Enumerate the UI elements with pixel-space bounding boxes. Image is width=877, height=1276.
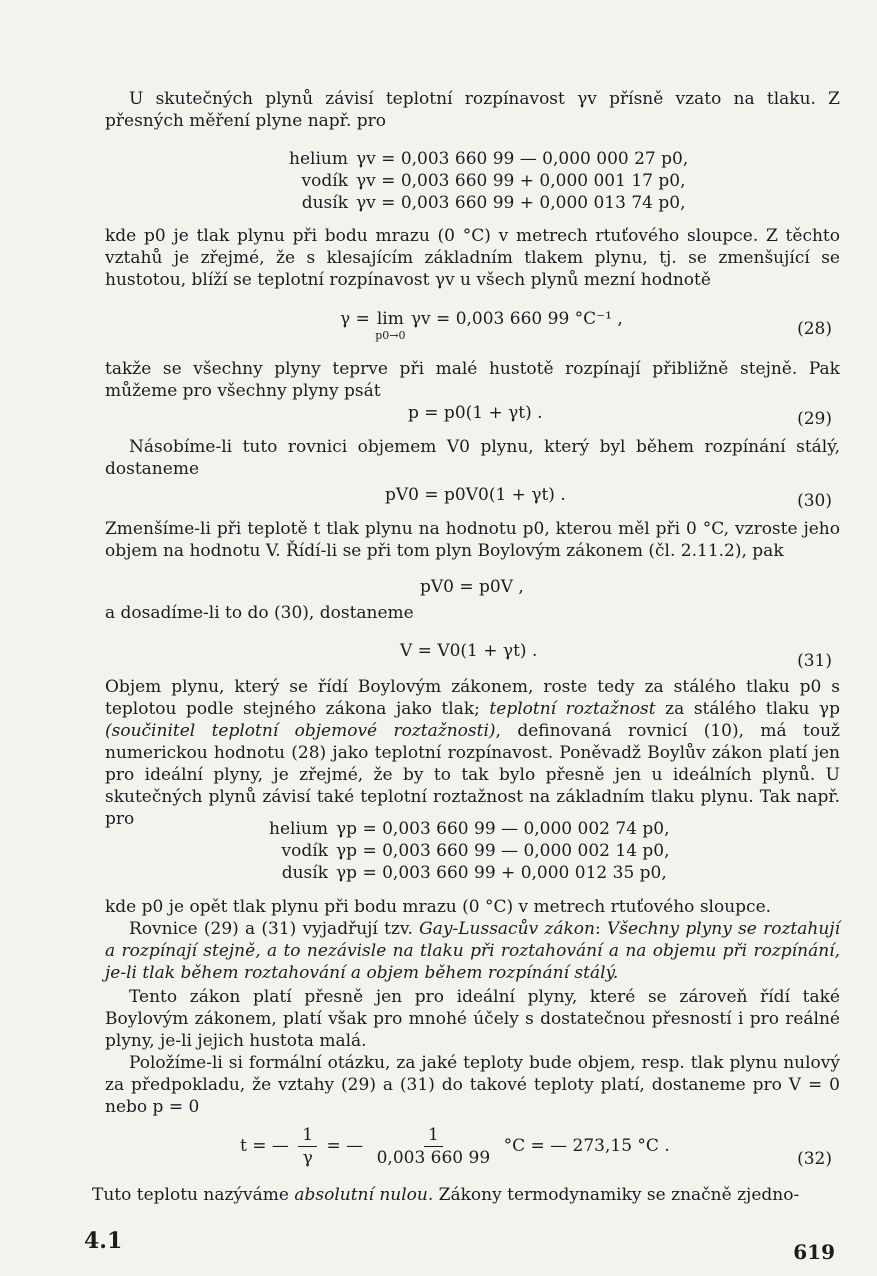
paragraph-p0-note: kde p0 je opět tlak plynu při bodu mrazu (0 °C) v metrech rtuťového sloupce. (105, 897, 772, 917)
equation-29: p = p0(1 + γt) . (408, 403, 543, 423)
eq-text: t = — (240, 1136, 289, 1156)
gas-name: helium (269, 819, 328, 839)
gas-expression: γv = 0,003 660 99 — 0,000 000 27 p0, (356, 149, 689, 169)
eq-text: γv = 0,003 660 99 °C⁻¹ , (405, 309, 623, 329)
fraction-numerator: 1 (298, 1124, 317, 1147)
paragraph-limit: kde p0 je tlak plynu při bodu mrazu (0 °C) v metrech rtuťového sloupce. Z těchto vztahů je zřejmé, že s klesajícím základním tlakem plynu, tj. se zmenšující se hustotou, blíží se teplotní rozpínavost γv u všech plynů mezní hodnotě (105, 226, 840, 290)
gas-expression: γp = 0,003 660 99 — 0,000 002 74 p0, (336, 819, 670, 839)
equation-30: pV0 = p0V0(1 + γt) . (385, 485, 566, 505)
text-run: Objem plynu, který se řídí Boylovým zákonem, roste tedy za stálého tlaku p0 s teplotou podle stejného zákona jako tlak; (105, 677, 840, 719)
italic-term: absolutní nulou (294, 1185, 428, 1205)
fraction-denominator: 0,003 660 99 (376, 1148, 491, 1168)
text-run: : (594, 919, 607, 939)
italic-term: Gay-Lussacův zákon (419, 919, 595, 939)
equation-28 (340, 308, 623, 342)
italic-term: (součinitel teplotní objemové roztažnosti) (105, 721, 496, 741)
eq-text: = — (326, 1136, 364, 1156)
gas-name: dusík (301, 193, 348, 213)
table-row (258, 840, 670, 862)
gamma-v-table (278, 148, 688, 214)
table-row (278, 170, 688, 192)
paragraph-multiply: Násobíme-li tuto rovnici objemem V0 plynu, který byl během rozpínání stálý, dostaneme (105, 437, 840, 479)
equation-number-29: (29) (797, 409, 832, 429)
paragraph-boyle: Zmenšíme-li při teplotě t tlak plynu na hodnotu p0, kterou měl při 0 °C, vzroste jeho objem na hodnotu V. Řídí-li se při tom plyn Boylovým zákonem (čl. 2.11.2), pak (105, 519, 840, 561)
paragraph-gay-lussac (105, 918, 840, 984)
paragraph-formal-question: Položíme-li si formální otázku, za jaké teploty bude objem, resp. tlak plynu nulový za předpokladu, že vztahy (29) a (31) do takové teploty platí, dostaneme pro V = 0 nebo p = 0 (105, 1053, 840, 1117)
section-number: 4.1 (84, 1228, 123, 1254)
text-run: Tuto teplotu nazýváme (92, 1185, 295, 1205)
gas-name: vodík (301, 171, 348, 191)
equation-number-32: (32) (797, 1149, 832, 1169)
fraction-one-over-value (373, 1124, 495, 1169)
eq-text: °C = — 273,15 °C . (503, 1136, 670, 1156)
law-statement: Všechny plyny se roztahují a rozpínají stejně, a to nezávisle na tlaku při roztahování a na objemu při rozpínání, je-li tlak během roztahování a objem během rozpínání stálý. (105, 919, 841, 983)
text-run: za stálého tlaku γp (655, 699, 840, 719)
paragraph-absolute-zero (92, 1184, 840, 1206)
table-row (258, 818, 670, 840)
equation-number-28: (28) (797, 319, 832, 339)
gas-expression: γp = 0,003 660 99 — 0,000 002 14 p0, (336, 841, 670, 861)
fraction-numerator: 1 (424, 1124, 443, 1147)
paragraph-substitute: a dosadíme-li to do (30), dostaneme (105, 603, 414, 623)
gas-expression: γp = 0,003 660 99 + 0,000 012 35 p0, (336, 863, 667, 883)
paragraph-ideal-gases: Tento zákon platí přesně jen pro ideální plyny, které se zároveň řídí také Boylovým zákonem, platí však pro mnohé účely s dostatečnou přesností i pro reálné plyny, je-li jejich hustota malá. (105, 987, 840, 1051)
lim-text: lim (376, 309, 404, 329)
page-number: 619 (793, 1240, 835, 1264)
gas-name: dusík (281, 863, 328, 883)
text-run: . Zákony termodynamiky se značně zjedno- (427, 1185, 800, 1205)
equation-number-30: (30) (797, 491, 832, 511)
gas-expression: γv = 0,003 660 99 + 0,000 001 17 p0, (356, 171, 686, 191)
equation-32 (240, 1124, 670, 1169)
limit-operator (375, 308, 405, 342)
table-row (278, 148, 688, 170)
text-run: Rovnice (29) a (31) vyjadřují tzv. (129, 919, 420, 939)
equation-boyle: pV0 = p0V , (420, 577, 524, 597)
gas-name: vodík (281, 841, 328, 861)
table-row (258, 862, 670, 884)
eq-text: γ = (340, 309, 376, 329)
fraction-denominator: γ (302, 1148, 313, 1168)
gamma-p-table (258, 818, 670, 884)
gas-expression: γv = 0,003 660 99 + 0,000 013 74 p0, (356, 193, 686, 213)
equation-31: V = V0(1 + γt) . (400, 641, 538, 661)
paragraph-same-expansion: takže se všechny plyny teprve při malé hustotě rozpínají přibližně stejně. Pak můžeme pro všechny plyny psát (105, 359, 840, 401)
table-row (278, 192, 688, 214)
equation-number-31: (31) (797, 651, 832, 671)
gas-name: helium (289, 149, 348, 169)
italic-term: teplotní roztažnost (489, 699, 656, 719)
fraction-one-over-gamma (298, 1124, 317, 1169)
paragraph-volume-expansion (105, 676, 840, 830)
paragraph-intro: U skutečných plynů závisí teplotní rozpínavost γv přísně vzato na tlaku. Z přesných měření plyne např. pro (105, 89, 840, 131)
lim-subscript: p0→0 (375, 329, 406, 342)
text-run: , definovaná rovnicí (10), má touž numerickou hodnotu (28) jako teplotní rozpínavost. Poněvadž Boylův zákon platí jen pro ideální plyny, je zřejmé, že by to tak bylo přesně jen u ideálních plynů. U skutečných plynů závisí také teplotní roztažnost na základním tlaku plynu. Tak např. pro (105, 721, 840, 829)
